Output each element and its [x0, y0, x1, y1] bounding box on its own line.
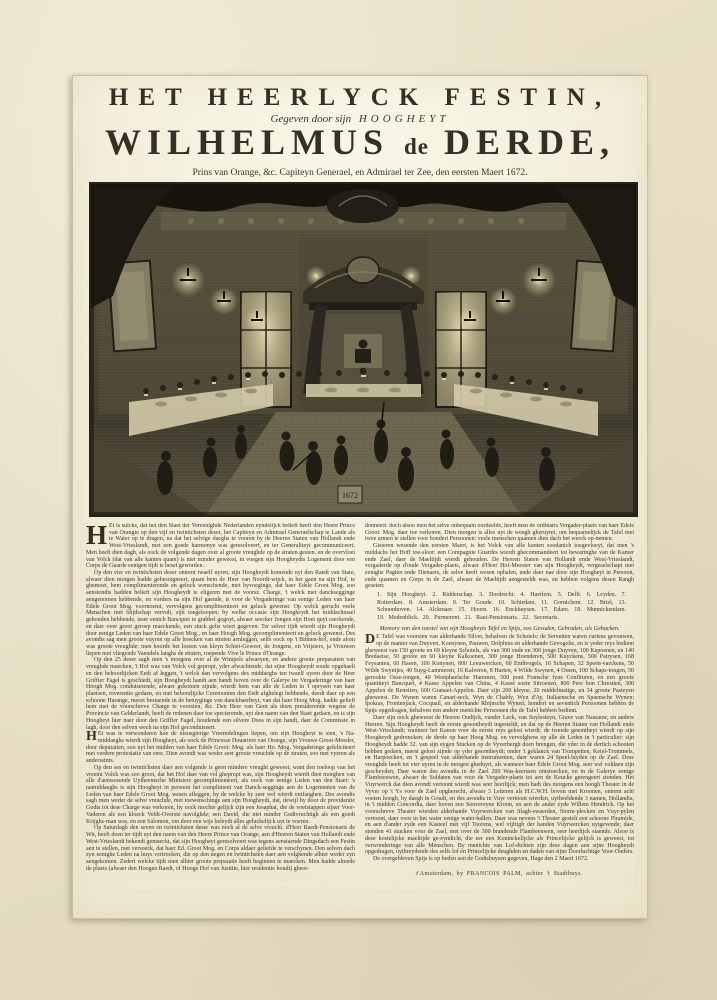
- page-title: HET HEERLYCK FESTIN,: [108, 84, 612, 111]
- paragraph-feb27-festin: Op Saturdagh den seven en twintichsten deser was noch al de selve vreucht. d'Heer Raedt-Pensionaris de Wit, heeft doen ter tijdt uyt den naem van den Heere Prince van Orange, aen d'Heeren Staten van Hollandt ende West-Vrieslandt bekendt gemaeckt, dat sijn Hoogheyt geresolveert was tegens aenstaende Dingsdach een Festin aen te stellen, met versoeck, dat haer Ed. Groot Mog. en Corps aldaer geliefde te verschynen. Den selven dach zyn eenighe Leden na huys vertrocken, die op den negen en twintichsten daer aen volghende alhier weder zyn aengekomen. Zedert welcke tijdt men alhier groote preparatie heeft beginnen te maecken. Men hadde alreede de plaets (alwaer den Hoogen Raedt, of Hooge Hof van Justitie, hier residentie houdt) gheor-: [86, 825, 355, 872]
- dropcap-d: D: [365, 632, 376, 648]
- paragraph-feb26: Op den ses en twintichsten daer aen volgende is geen mindere vreught geweest, want den toeloop van het vreemt Volck was soo groot, dat het Hof daer van vol ghepropt was, sijn Hoogheydt wierdt dien morghen van alle d'aenwesende Uytheemsche Ministers gecomplimenteert, als oock van eenige Leden van den Staet: 's namiddaeghs is sijn Hoogheyt in persoon het compliment van Danck-segginge aen de Logementen van de Leden van haer Edele Groot Mog. wesen afleggen, by de welcke hy seer wel wierdt ontfanghen. Des avondts sagh men weder de selve vreuchde, met toewenschinge aen sijn Hoogheydt, dat, dewijl hy door de providentie Godts tot dese Charge was verkoren, hy oock mochte gelijck zijn een Josaphat, die de voetstappen sijner Voor-Vaderen als een kloeck Veldt-Overste navolghde; een David, die niet minder Godtvruchtigh als een goedt Krijghs-man was, en een Salomon, om door een wijs beleydt alles geluckelijck uyt te voeren.: [86, 764, 355, 825]
- engraving-year-text: 1672: [342, 491, 358, 500]
- hoogheyt-text: HOOGHEYT: [358, 113, 450, 125]
- publisher-imprint: t'Amsterdam, by FRANCOIS PALM, achter 't Stadthuys.: [416, 870, 583, 877]
- paragraph-hall-preparation: donneert: doch alsoo men het selve onbequam oordeelde, heeft men de ordinaris Vergader-plaets van haer Edele Groot: Mog. daer toe verkoren. Dien morgen is alles uyt de weegh gheruymt, om bequamelijck de Tafel met twee armen te stellen voor hondert Persoonen: veele menschen quamen dien dach het werck op-nemen.: [365, 523, 634, 543]
- print-sheet: [72, 75, 648, 919]
- paragraph-march1: Gisteren wesende den eersten Maert, is het Volck van alle kanten soodanich toegevloeyt, dat men 's middachs het Hoff toe-sloot: een Compagnie Guardes wierdt ghecommandeert tot bewaringhe van de Kamer ende Zael, daer de Maeltijdt wierdt gehouden. De Heeren Staten van Hollandt ende West-Vrieslandt, vergaderde op d'oude Vergader-plaets, alwaer d'Heer Hof-Meester van sijn Hoogheydt, vergeselschapt met eenighe Pagien ende Dienaers, de selve heeft wesen ophalen, ende daer nae door sijn Hoogheyt in Persoon, ende quamen en Corps in de Zael, alwaer de Maeltijdt aengesteldt was, en hebben volgens desen Rangh geseten:: [365, 543, 634, 590]
- year-plinth: [338, 486, 362, 503]
- banquet-engraving: [89, 182, 638, 517]
- memory-heading: Memory van den toestel van sijn Hoogheyts Tafel en Spijs, soo Gesoden, Gebraden, als Gebacken.: [379, 625, 620, 632]
- name-wilhelmus: WILHELMUS: [104, 122, 389, 162]
- dropcap-h-large: H: [86, 523, 108, 550]
- paragraph-toasts-fireworks: Daer sijn oock gheweest de Heeren Oudijck, vander Leck, van Suylesteyn, Grave van Nassauw, en andere Heeren. Sijn Hoogheydt heeft de eerste gesontheydt ingesteldt, en dat op de Heeren Staten van Hollandt ende West-Vrieslandt; wanneer het Kanon voor de eerste reys gelost wierdt; de tweede gesontheyt wierdt op sijn Hoogheydt gedroncken; de derde op haer Hoog Mog. en vervolghens op alle de Leden in 't particulier: sijn Hoogheydt hadde 32. van sijn eygen Stucken op de Vyverbergh doen brengen, die yder in de dertich schooten hebben gedaen, meest gelost zijnde op yder gesontheydt; onder 't geklanck van Trompetten, Ketel-Trommels, en Harpoecken, en 't gespeel van alderhande instrumenten, daer waren 24 Speel-luyden op de Zael. Dese vreughde heeft tot vier uyren in de morgen gheduyrt, als wanneer haer Edele Groot Mog. seer wel voldaen zijn gescheyden; Daer waren des avondts in de Zael 200 Was-keerssen ontstoecken, en in de Galerye eenige Flambeeuwen, alwaer de Soldaten van voor de Vergader-plaets tot aen de Keucke gerengeert stonden. Het Vuyrwerck dat dien avondt vertoont wierdt was seer heerlijck; men hadt des morgens een hoogh Theater in de Vyver op 't Ys voor de Zael opgherecht, alwaer 3 Letteren als H.C.W.H. boven met Kroonen, ontrent acht voeten hoogh, by daegh in Goudt, en des avondts in Vuyr vertoont wierden, uytbeeldende 3 namen, Hollandia, in 't midden Concordia, daer boven een Souvereyne Kroon, en aen de ander zyde Willem Hendrick. Op het voorschreve Theater wierden alderhande Vuyrwercken van Slagh-swaerden, Storm-plecken en Vuyr-pylen vertoont, daer voor in het water eenige water-ballen. Daer was nevens 't Theater gestelt een schoone Piramide, en aen d'ander zyde een Kasteel met vijf Toorens, wel vijftigh der handen Vuyrwercken uytgevende; daer stonden 41 stucken voor de Zael, met over de 300 brandende Flambeeuwen, seer heerlijck staende. Alsoo is dese kostelijcke maeltijde ge-eyndicht, die eer een Koninckelijcke als Princelijcke gelijck is geweest, tot verwonderinge van alle Menschen. By menichte van Lof-dichten zijn dese dagen aen sijne Hoogheydt opgedragen, uytbreydende des selfs lof en Princelijcke deughden en daden van sijne Doorluchtige Voor-Ouders.: [365, 714, 634, 856]
- name-de: de: [404, 134, 429, 159]
- left-column: [86, 523, 355, 923]
- body-text-columns: [86, 523, 634, 923]
- paragraph-table-provisions: D E Tafel was voorsien van alderhande Silver, behalven de Schotels: de Servetten waren curieus gevouwen, op de manier van Duyven, Koenynen, Pauwen, Dolphins en alderhande Gevogelte, en is yeder reys bedient gheweest van 150 groote en 69 kleyne Schotels, als van 300 oude en 300 jonge Duyven, 100 Kapoenen, en 140 Bredaetse, 50 groote en 60 kleyne Kalkoenen, 300 jonge Hoenderen, 500 Kuyckens, 500 Patrysen, 168 Feysanten, 60 Hasen, 100 Konynen, 800 Leeuwercken, 60 Endtvogels, 16 Schapen, 32 Speen-varckens, 50 Wilde Swyntjes, 40 Suyg-Lammeren, 16 Kalveren, 8 Harten, 4 Wilde Swynen, 4 Ossen, 100 Schaps-tongen, 50 gerookte Osse-tongen, 40 Westphaelsche Hammen, 500 pont Fransche fyne Confituren, en een groote quantiteyt Bancquet, 4 Kasse Appelen van China, 4 Kasse soete Sitroenen, 800 Pere bon Chrestien, 300 Appelen de Renetten, 600 Granaet-Appelen. Daer sijn 200 kleyne, 20 middelmatige, en 34 groote Pasteyen gheweest. De Wynen waren Canari-seck, Wyn de Chably, Wyn d'Ay, Italiaensche en Spaensche Wynen: Ipokras, Frontenjack, Cocquail, en alderhande Rhijnsche Wynen; hondert en seventich Persoonen hebben de Spijs opgedragen, behalven een andere menichte Persoonen die de Tafel hebben bedient.: [365, 632, 634, 715]
- paragraph-leftovers: De overgebleven Spijs is op heden aen de Godtshuysen gegeven, Hage den 2 Maert 1672.: [373, 856, 589, 862]
- paragraph-strangers: H Et was te verwonderen hoe de nieusgierige Vreemdelingen liepen, om sijn Hoogheyt te sien, 's Na-middaeghs wierdt sijn Hoogheyt, als oock de Princesse Douariere van Orange, sijn Vrouwe Groot-Moeder, door deputatien, soo uyt het midden van haer Edele Groot: Mog. als haer Ho. Mog. Vergaderinge gefeliciteert met verdere protestatie van eere. Dien avondt was weder seer groote vreuchde op de straten, soo met vyeren als anderssints.: [86, 729, 355, 765]
- banquet-engraving-svg: [91, 184, 636, 515]
- paragraph-election: H Et is sulcks, dat het den Staet der Vereenighde Nederlanden eyndelijck belieft heeft den Heere Prince van Orangie op den vijf en twintichsten deser, het Capiteyn en Admirael Generaelschap te Lande als te Water op te dragen, na dat het selvige daeghs te vooren by de Heeren Staten van Hollandt ende West-Vrieslandt, met een goede harmonye was geresolveert, en ter Generaliteyt gecommuniceert. Men heeft dien dagh, als oock de volgende dagen over al groote vreughde op de straten gesien, en de overvloet van Volck (dat van alle kanten quam) is niet minder geweest, in voegen sijn Hoogheydts Logement door een Corps de Guarde eenigen tijdt is beset geworden.: [86, 523, 355, 570]
- byline: Prins van Orange, &c. Capiteyn Generael, en Admirael ter Zee, den eersten Maert 1672.: [192, 168, 528, 178]
- dropcap-h-small: H: [86, 729, 97, 745]
- paragraph-feb25-oath: Op den 25 deser sagh men 's morgens over al de Wimpels afwaeyen, en andere groote preparatien van vreughde maecken, 't Hof was van Volck vol gepropt, yder afwachtende, dat sijne Hoogheydt soude opgehaelt en den behoorlijcken Eedt af leggen, 't welck dan vervolgens des middaeghs ten twaelf uyren door de Heer Griffier Fagel is geschiedt, sijn Hoogheydt handt aen handt boven over de Galerye ter Vergaderinge van haer Hoogh Mog. conduiserende, alwaer gekomen zijnde, wierdt hem van alle de Leden in 't oprysen van haer plaetsen, reverentie gedaen, en met behoorlijcke Ceremonien den Eedt afghelegt hebbende, deedt daer op een schoone Harange, meest bestaende in de betuyginge van danckbaerheyt, van dat haer Hoog Mog. hadde gelieft hem met de voorschreve Charge te voorsien, &c. Den Heer van Gent als doen presiderende wegens de Provincie van Gelderlandt, heeft de redenen daer toe specterende, uyt den naem van den Staet gedaen, en is sijn Hoogheyt hier naer door den Griffier Fagel, houdende een silvere Doos in sijn handt, daer de Commissie in lagh, door den selven wech na sijn Hof geconduiseert.: [86, 657, 355, 731]
- paragraph-feb24: Op den vier en twintichsten deser ontrent twaelf uyren, sijn Hoogheydt komende uyt den Raedt van State, alwaer dien morgen hadde gebesoigneert, quam hem de Heer van Noordt-wijck, in het gaen na sijn Hof, te ghemoet, hem complimenterende en geluck wenschende, met byvoeginge, dat haer Edele Groot Mog. soo aenstondts hadden belieft sijn Hoogheydt te eligeren met de voorsz. Charge, 't welck met dancksegginge aengenomen hebbende, en vorders na sijn Hof gaende, is voor de Vergaderinge van eenige Leden van haer Edele Groot Mog. voornoemt, vervolgens gecomplimenteert en geluck gewenst: Op welck gerucht veele Menschen met blijdschap vervult, sijn toegeloopen; by welke occasie sijn Hoogheydt het middachmael gehouden hebbende, isser eenich Bancquet te grabbel gegoyt, alwaer seecker Jongen sijn Hoet quyt raeckende, en daer over groot geroep maeckende, een stuck gelts wiert gegeven: Ter selver tijdt wierdt sijn Hoogheydt door eenige Leden van haer Edele Groot Mog., en haer Hoogh Mog. gecomplimenteert en geluck gewenst. Des avondts sag men groote vuyren op alle hoecken van straten aenleggen, selfs oock op 't Binnen-hof, ende alom was groote vreughde; men hoorde het lossen van kleyn Schiet-Geweer, de Jongens, en Vrijsters, ja Vrouwen liepen met vliegende Vaendels langhs de straten, roepende Vive le Prince d'Orange.: [86, 570, 355, 657]
- title-block: [73, 84, 647, 178]
- name-derde: DERDE,: [444, 122, 616, 162]
- given-script-text: Gegeven door sijn: [270, 113, 352, 125]
- title-name-line: [73, 122, 647, 164]
- seating-order-list: 1. Sijn Hoogheyt. 2. Ridderschap. 3. Dordrecht: 4. Haerlem. 5. Delft. 6. Leyden. 7. Rotterdam. 8. Amsterdam. 9. Ter Goude. 10. Schiedam. 11. Gornichem. 12. Briel, 13. Schoonhoven. 14. Alckmaer. 15. Hoorn. 16. Enckhuysen. 17. Edam. 18. Munnickendam. 19. Medenblick. 20. Purmerent. 21. Raet-Pensionaris. 22. Secretaris.: [377, 592, 626, 621]
- right-column: [365, 523, 634, 923]
